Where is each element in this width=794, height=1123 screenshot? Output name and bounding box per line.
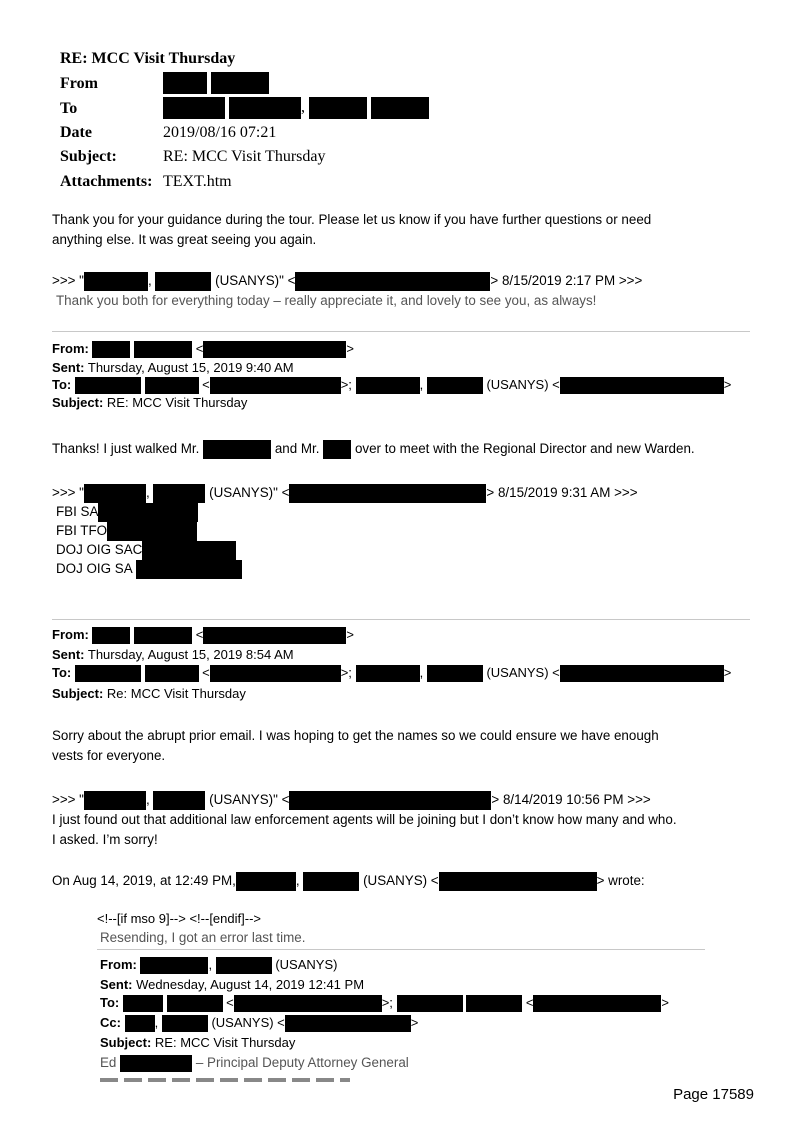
redaction-block [75, 665, 141, 682]
redaction-block [157, 522, 197, 541]
text: Ed [100, 1055, 117, 1071]
date-value: 2019/08/16 07:21 [163, 124, 277, 141]
block3-to: To: < >; , (USANYS) < > [52, 665, 731, 682]
redaction-block [427, 665, 483, 682]
redaction-block [153, 484, 205, 503]
to-separator: >; [340, 377, 352, 392]
from-label: From [60, 75, 98, 92]
redaction-block [163, 97, 225, 119]
attachments-label: Attachments: [60, 173, 153, 190]
email-title: RE: MCC Visit Thursday [60, 50, 236, 67]
redaction-block [203, 627, 346, 644]
to-label: To: [52, 665, 72, 680]
quote-usanys: (USANYS)" < [209, 792, 290, 808]
block3-from [52, 627, 354, 644]
redaction-block [92, 627, 130, 644]
quote-header [52, 791, 651, 810]
from-label: From: [52, 627, 89, 642]
redaction-block [323, 440, 351, 459]
comma: , [419, 377, 424, 392]
redaction-block [289, 791, 491, 810]
text: > wrote: [596, 873, 645, 889]
quote-suffix: > 8/15/2019 2:17 PM >>> [490, 273, 643, 289]
redaction-block [163, 72, 207, 94]
redaction-block [289, 484, 486, 503]
block2-sent [52, 360, 294, 375]
redaction-block [303, 872, 359, 891]
text: Thanks! I just walked Mr. [52, 441, 200, 457]
redaction-block [211, 72, 269, 94]
text: – Principal Deputy Attorney General [195, 1055, 409, 1071]
comma: , [154, 1015, 159, 1030]
agent-line [56, 503, 198, 522]
agent-title: FBI SA [56, 504, 99, 520]
to-separator: >; [381, 995, 393, 1010]
from-redactions [163, 72, 269, 94]
redaction-block [107, 522, 157, 541]
redaction-block [210, 665, 341, 682]
agent-title: FBI TFO [56, 523, 108, 539]
redaction-block [356, 665, 420, 682]
sent-value: Thursday, August 15, 2019 8:54 AM [87, 647, 294, 662]
mso-comment: <!--[if mso 9]--> <!--[endif]--> [97, 911, 261, 926]
text: (USANYS) < [363, 873, 439, 889]
subject-value: RE: MCC Visit Thursday [154, 1035, 296, 1050]
message-line: I just found out that additional law enforcement agents will be joining but I don’t know how many and who. [52, 812, 677, 827]
divider [97, 949, 705, 950]
redaction-block [234, 995, 382, 1012]
sent-label: Sent: [52, 360, 85, 375]
quote-prefix: >>> " [52, 792, 84, 808]
comma: , [208, 957, 213, 972]
redaction-block [84, 791, 146, 810]
agent-line [56, 522, 197, 541]
gt: > [346, 341, 354, 356]
divider [52, 331, 750, 332]
quote-prefix: >>> " [52, 273, 84, 289]
resend-line: Resending, I got an error last time. [100, 930, 306, 945]
redaction-block [156, 503, 198, 522]
cutoff-line [100, 1078, 350, 1082]
redaction-block [236, 872, 296, 891]
gt: > [723, 377, 732, 392]
redaction-block [140, 957, 208, 974]
quote-header [52, 484, 638, 503]
redaction-block [145, 377, 199, 394]
to-separator: >; [340, 665, 352, 680]
sent-label: Sent: [100, 977, 133, 992]
quote-usanys: (USANYS)" < [209, 485, 290, 501]
subject-value: RE: MCC Visit Thursday [106, 395, 248, 410]
redaction-block [216, 957, 272, 974]
gt: > [723, 665, 732, 680]
gt: > [346, 627, 354, 642]
to-separator: , [301, 98, 305, 116]
to-redactions [163, 97, 429, 119]
gt: > [410, 1015, 419, 1030]
sent-value: Thursday, August 15, 2019 9:40 AM [87, 360, 294, 375]
inner-subject [100, 1035, 295, 1050]
inner-cc [100, 1015, 418, 1032]
message-line: vests for everyone. [52, 748, 166, 763]
agent-line [56, 541, 236, 560]
sent-label: Sent: [52, 647, 85, 662]
redaction-block [75, 377, 141, 394]
quote-prefix: >>> " [52, 485, 84, 501]
page-number: Page 17589 [673, 1086, 754, 1103]
block2-subject [52, 395, 247, 410]
redaction-block [560, 665, 724, 682]
redaction-block [153, 791, 205, 810]
redaction-block [176, 560, 242, 579]
to-usanys: (USANYS) < [486, 665, 560, 680]
redaction-block [167, 995, 223, 1012]
redaction-block [180, 541, 236, 560]
message-line: Thank you for your guidance during the tour. Please let us know if you have further questions or need [52, 212, 652, 227]
sent-value: Wednesday, August 14, 2019 12:41 PM [136, 977, 365, 992]
divider [52, 619, 750, 620]
redaction-block [229, 97, 301, 119]
text: (USANYS) < [211, 1015, 285, 1030]
to-usanys: (USANYS) < [486, 377, 560, 392]
quote-text: Thank you both for everything today – really appreciate it, and lovely to see you, as always! [56, 293, 597, 308]
redaction-block [210, 377, 341, 394]
attachments-value: TEXT.htm [163, 173, 232, 190]
redaction-block [123, 995, 163, 1012]
quote-suffix: > 8/15/2019 9:31 AM >>> [486, 485, 638, 501]
text: over to meet with the Regional Director and new Warden. [354, 441, 695, 457]
redaction-block [155, 272, 211, 291]
subject-value: RE: MCC Visit Thursday [163, 148, 326, 165]
redaction-block [98, 503, 156, 522]
redaction-block [142, 541, 180, 560]
wrote-line [52, 872, 645, 891]
redaction-block [136, 560, 176, 579]
block2-from [52, 341, 354, 358]
text: On Aug 14, 2019, at 12:49 PM, [52, 873, 236, 889]
redaction-block [427, 377, 483, 394]
inner-from [100, 957, 337, 974]
comma: , [145, 485, 150, 501]
block2-to: To: < >; , (USANYS) < > [52, 377, 731, 394]
thanks-line [52, 440, 695, 459]
redaction-block [84, 484, 146, 503]
redaction-block [309, 97, 367, 119]
message-line: I asked. I’m sorry! [52, 832, 158, 847]
redaction-block [356, 377, 420, 394]
redaction-block [125, 1015, 155, 1032]
redaction-block [285, 1015, 411, 1032]
from-label: From: [52, 341, 89, 356]
redaction-block [295, 272, 490, 291]
redaction-block [162, 1015, 208, 1032]
cc-label: Cc: [100, 1015, 121, 1030]
ed-line [100, 1055, 409, 1072]
message-line: Sorry about the abrupt prior email. I was hoping to get the names so we could ensure we have enough [52, 728, 659, 743]
message-line: anything else. It was great seeing you again. [52, 232, 317, 247]
text: and Mr. [274, 441, 320, 457]
redaction-block [145, 665, 199, 682]
redaction-block [84, 272, 148, 291]
lt: < [525, 995, 534, 1010]
agent-title: DOJ OIG SA [56, 561, 132, 577]
from-label: From: [100, 957, 137, 972]
quote-suffix: > 8/14/2019 10:56 PM >>> [491, 792, 651, 808]
redaction-block [371, 97, 429, 119]
redaction-block [134, 341, 192, 358]
comma: , [145, 792, 150, 808]
comma: , [147, 273, 152, 289]
inner-to [100, 995, 669, 1012]
redaction-block [397, 995, 463, 1012]
redaction-block [120, 1055, 192, 1072]
redaction-block [439, 872, 597, 891]
redaction-block [92, 341, 130, 358]
quote-header [52, 272, 642, 291]
block3-subject [52, 686, 246, 701]
redaction-block [560, 377, 724, 394]
lt: < [195, 341, 204, 356]
subject-label: Subject: [52, 395, 104, 410]
subject-label: Subject: [100, 1035, 152, 1050]
gt: > [661, 995, 669, 1010]
redaction-block [533, 995, 661, 1012]
agent-line [56, 560, 242, 579]
to-label: To [60, 100, 78, 117]
lt: < [195, 627, 204, 642]
quote-usanys: (USANYS)" < [215, 273, 296, 289]
comma: , [419, 665, 424, 680]
redaction-block [466, 995, 522, 1012]
agent-title: DOJ OIG SAC [56, 542, 143, 558]
subject-label: Subject: [60, 148, 117, 165]
redaction-block [203, 341, 346, 358]
to-label: To: [100, 995, 120, 1010]
date-label: Date [60, 124, 92, 141]
redaction-block [134, 627, 192, 644]
to-label: To: [52, 377, 72, 392]
subject-value: Re: MCC Visit Thursday [106, 686, 246, 701]
redaction-block [203, 440, 271, 459]
subject-label: Subject: [52, 686, 104, 701]
lt: < [226, 995, 234, 1010]
text: (USANYS) [275, 957, 338, 972]
comma: , [295, 873, 300, 889]
block3-sent [52, 647, 294, 662]
inner-sent [100, 977, 364, 992]
